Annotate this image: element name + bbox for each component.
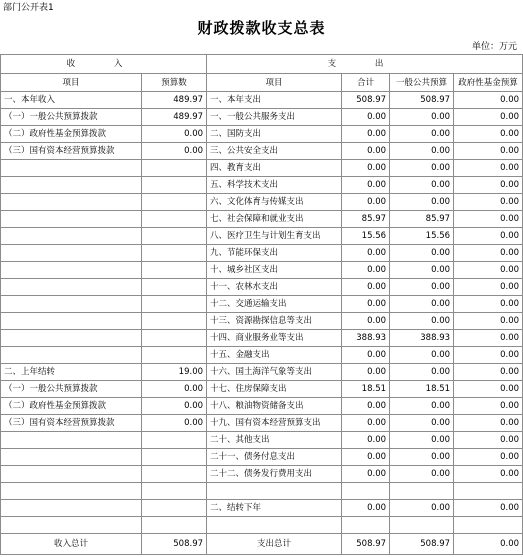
table-row <box>1 313 523 330</box>
expense-total-cell: 0.00 <box>342 262 390 279</box>
table-row <box>1 330 523 347</box>
gov-fund-budget-cell: 0.00 <box>454 262 523 279</box>
expense-item-cell: 二十、其他支出 <box>207 432 342 449</box>
gov-fund-budget-cell: 0.00 <box>454 177 523 194</box>
table-row <box>1 432 523 449</box>
general-budget-cell: 508.97 <box>390 92 454 109</box>
expense-item-cell: 四、教育支出 <box>207 160 342 177</box>
income-budget-cell <box>142 194 207 211</box>
section-header-row <box>1 55 523 74</box>
income-item-cell: 一、本年收入 <box>1 92 142 109</box>
table-row <box>1 517 523 534</box>
table-body <box>1 55 523 555</box>
expense-item-cell: 三、公共安全支出 <box>207 143 342 160</box>
income-budget-cell <box>142 330 207 347</box>
general-budget-cell: 0.00 <box>390 296 454 313</box>
expense-total-cell: 0.00 <box>342 432 390 449</box>
income-total-value: 508.97 <box>142 534 207 555</box>
income-budget-cell <box>142 245 207 262</box>
income-item-cell: （二）政府性基金预算拨款 <box>1 398 142 415</box>
general-budget-cell: 0.00 <box>390 279 454 296</box>
expense-item-cell: 二、结转下年 <box>207 500 342 517</box>
column-header-row <box>1 74 523 92</box>
expense-item-cell: 十二、交通运输支出 <box>207 296 342 313</box>
expense-item-cell: 十一、农林水支出 <box>207 279 342 296</box>
gov-fund-budget-cell: 0.00 <box>454 398 523 415</box>
gov-fund-budget-cell: 0.00 <box>454 245 523 262</box>
unit-label: 单位：万元 <box>471 42 517 52</box>
expense-total-cell: 0.00 <box>342 160 390 177</box>
table-row <box>1 398 523 415</box>
table-row <box>1 500 523 517</box>
table-row <box>1 245 523 262</box>
expense-total-cell: 0.00 <box>342 466 390 483</box>
income-budget-cell <box>142 279 207 296</box>
expense-total-cell: 0.00 <box>342 313 390 330</box>
income-item-cell <box>1 296 142 313</box>
income-budget-cell: 0.00 <box>142 381 207 398</box>
income-budget-cell <box>142 449 207 466</box>
income-budget-cell <box>142 228 207 245</box>
income-budget-cell: 489.97 <box>142 92 207 109</box>
income-budget-cell: 489.97 <box>142 109 207 126</box>
general-budget-cell: 0.00 <box>390 449 454 466</box>
col-expense-total: 合计 <box>342 74 390 92</box>
general-budget-cell: 0.00 <box>390 347 454 364</box>
income-budget-cell <box>142 160 207 177</box>
income-budget-cell <box>142 517 207 534</box>
table-row <box>1 415 523 432</box>
expense-item-cell: 十八、粮油物资储备支出 <box>207 398 342 415</box>
expense-total-cell: 85.97 <box>342 211 390 228</box>
expense-item-cell: 二十一、债务付息支出 <box>207 449 342 466</box>
general-budget-cell: 0.00 <box>390 466 454 483</box>
income-item-cell: 二、上年结转 <box>1 364 142 381</box>
col-expense-item: 项目 <box>207 74 342 92</box>
expense-total-label: 支出总计 <box>207 534 342 555</box>
income-item-cell: （二）政府性基金预算拨款 <box>1 126 142 143</box>
gov-fund-budget-cell: 0.00 <box>454 279 523 296</box>
income-item-cell <box>1 330 142 347</box>
expense-item-cell: 十九、国有资本经营预算支出 <box>207 415 342 432</box>
general-budget-cell: 0.00 <box>390 415 454 432</box>
fiscal-summary-table <box>0 54 523 555</box>
table-row <box>1 364 523 381</box>
expense-total-cell: 0.00 <box>342 364 390 381</box>
col-income-item: 项目 <box>1 74 142 92</box>
income-budget-cell <box>142 177 207 194</box>
expense-total-cell: 0.00 <box>342 347 390 364</box>
table-row <box>1 92 523 109</box>
general-budget-cell: 0.00 <box>390 143 454 160</box>
page-title: 财政拨款收支总表 <box>197 19 326 37</box>
income-item-cell <box>1 432 142 449</box>
table-row <box>1 228 523 245</box>
expense-total-cell: 0.00 <box>342 109 390 126</box>
income-item-cell <box>1 245 142 262</box>
income-item-cell <box>1 347 142 364</box>
general-budget-cell: 0.00 <box>390 126 454 143</box>
expense-item-cell: 十七、住房保障支出 <box>207 381 342 398</box>
gov-fund-budget-cell: 0.00 <box>454 415 523 432</box>
expense-item-cell: 七、社会保障和就业支出 <box>207 211 342 228</box>
expense-total-cell <box>342 517 390 534</box>
income-item-cell <box>1 449 142 466</box>
income-item-cell <box>1 228 142 245</box>
expense-total-cell: 0.00 <box>342 296 390 313</box>
income-item-cell: （三）国有资本经营预算拨款 <box>1 415 142 432</box>
gov-fund-budget-cell: 0.00 <box>454 381 523 398</box>
col-gov-fund-budget: 政府性基金预算 <box>454 74 523 92</box>
income-budget-cell <box>142 262 207 279</box>
income-budget-cell <box>142 432 207 449</box>
table-row <box>1 143 523 160</box>
income-total-label: 收入总计 <box>1 534 142 555</box>
gov-fund-budget-cell: 0.00 <box>454 143 523 160</box>
income-budget-cell: 0.00 <box>142 143 207 160</box>
gov-fund-budget-cell: 0.00 <box>454 500 523 517</box>
general-budget-cell <box>390 517 454 534</box>
gov-fund-budget-cell: 0.00 <box>454 449 523 466</box>
expense-item-cell: 十三、资源勘探信息等支出 <box>207 313 342 330</box>
table-row <box>1 194 523 211</box>
expense-total-cell: 0.00 <box>342 126 390 143</box>
expense-item-cell: 二、国防支出 <box>207 126 342 143</box>
expense-item-cell: 六、文化体育与传媒支出 <box>207 194 342 211</box>
general-budget-cell: 0.00 <box>390 177 454 194</box>
expense-total-cell: 0.00 <box>342 500 390 517</box>
general-budget-cell: 0.00 <box>390 160 454 177</box>
gov-fund-budget-cell: 0.00 <box>454 432 523 449</box>
expense-total-cell: 0.00 <box>342 398 390 415</box>
expense-item-cell: 五、科学技术支出 <box>207 177 342 194</box>
table-row <box>1 211 523 228</box>
expense-total-cell: 0.00 <box>342 245 390 262</box>
income-item-cell <box>1 466 142 483</box>
income-item-cell <box>1 500 142 517</box>
general-budget-cell: 0.00 <box>390 194 454 211</box>
income-item-cell <box>1 194 142 211</box>
income-item-cell <box>1 483 142 500</box>
gov-fund-budget-cell <box>454 483 523 500</box>
expense-item-cell: 二十二、债务发行费用支出 <box>207 466 342 483</box>
expense-item-cell: 一、一般公共服务支出 <box>207 109 342 126</box>
general-budget-cell: 18.51 <box>390 381 454 398</box>
income-item-cell <box>1 313 142 330</box>
table-row <box>1 126 523 143</box>
income-budget-cell <box>142 483 207 500</box>
expense-total-value: 508.97 <box>342 534 390 555</box>
income-item-cell <box>1 177 142 194</box>
table-row <box>1 466 523 483</box>
income-budget-cell <box>142 211 207 228</box>
general-budget-cell: 0.00 <box>390 500 454 517</box>
table-row <box>1 296 523 313</box>
expense-item-cell: 十五、金融支出 <box>207 347 342 364</box>
income-item-cell <box>1 160 142 177</box>
general-budget-cell: 0.00 <box>390 398 454 415</box>
expense-item-cell: 九、节能环保支出 <box>207 245 342 262</box>
gov-fund-budget-total: 0.00 <box>454 534 523 555</box>
expense-item-cell <box>207 517 342 534</box>
income-item-cell: （一）一般公共预算拨款 <box>1 109 142 126</box>
general-budget-cell: 15.56 <box>390 228 454 245</box>
gov-fund-budget-cell: 0.00 <box>454 466 523 483</box>
gov-fund-budget-cell <box>454 517 523 534</box>
general-budget-cell: 85.97 <box>390 211 454 228</box>
expense-total-cell: 0.00 <box>342 143 390 160</box>
general-budget-cell: 388.93 <box>390 330 454 347</box>
totals-row <box>1 534 523 555</box>
gov-fund-budget-cell: 0.00 <box>454 160 523 177</box>
expense-item-cell <box>207 483 342 500</box>
gov-fund-budget-cell: 0.00 <box>454 211 523 228</box>
income-budget-cell: 0.00 <box>142 415 207 432</box>
expense-total-cell: 18.51 <box>342 381 390 398</box>
gov-fund-budget-cell: 0.00 <box>454 126 523 143</box>
expense-item-cell: 十、城乡社区支出 <box>207 262 342 279</box>
gov-fund-budget-cell: 0.00 <box>454 194 523 211</box>
gov-fund-budget-cell: 0.00 <box>454 330 523 347</box>
general-budget-cell: 0.00 <box>390 262 454 279</box>
table-row <box>1 347 523 364</box>
expense-section-header: 支 出 <box>207 55 523 74</box>
gov-fund-budget-cell: 0.00 <box>454 347 523 364</box>
table-row <box>1 279 523 296</box>
gov-fund-budget-cell: 0.00 <box>454 313 523 330</box>
expense-item-cell: 八、医疗卫生与计划生育支出 <box>207 228 342 245</box>
income-budget-cell: 19.00 <box>142 364 207 381</box>
expense-total-cell: 0.00 <box>342 194 390 211</box>
general-budget-cell: 0.00 <box>390 432 454 449</box>
document-code: 部门公开表1 <box>3 3 54 13</box>
table-row <box>1 262 523 279</box>
general-budget-total: 508.97 <box>390 534 454 555</box>
income-item-cell <box>1 262 142 279</box>
table-row <box>1 483 523 500</box>
general-budget-cell: 0.00 <box>390 109 454 126</box>
expense-total-cell: 508.97 <box>342 92 390 109</box>
expense-item-cell: 十四、商业服务业等支出 <box>207 330 342 347</box>
expense-total-cell: 0.00 <box>342 415 390 432</box>
gov-fund-budget-cell: 0.00 <box>454 228 523 245</box>
expense-total-cell: 388.93 <box>342 330 390 347</box>
general-budget-cell: 0.00 <box>390 245 454 262</box>
income-budget-cell <box>142 347 207 364</box>
gov-fund-budget-cell: 0.00 <box>454 296 523 313</box>
income-section-header: 收 入 <box>1 55 207 74</box>
table-row <box>1 109 523 126</box>
expense-item-cell: 一、本年支出 <box>207 92 342 109</box>
general-budget-cell: 0.00 <box>390 364 454 381</box>
gov-fund-budget-cell: 0.00 <box>454 109 523 126</box>
general-budget-cell: 0.00 <box>390 313 454 330</box>
expense-total-cell: 0.00 <box>342 279 390 296</box>
income-item-cell: （三）国有资本经营预算拨款 <box>1 143 142 160</box>
income-budget-cell <box>142 466 207 483</box>
general-budget-cell <box>390 483 454 500</box>
table-row <box>1 160 523 177</box>
income-budget-cell <box>142 296 207 313</box>
expense-total-cell: 0.00 <box>342 449 390 466</box>
income-item-cell: （一）一般公共预算拨款 <box>1 381 142 398</box>
gov-fund-budget-cell: 0.00 <box>454 364 523 381</box>
expense-item-cell: 十六、国土海洋气象等支出 <box>207 364 342 381</box>
income-budget-cell <box>142 313 207 330</box>
expense-total-cell <box>342 483 390 500</box>
col-general-budget: 一般公共预算 <box>390 74 454 92</box>
income-item-cell <box>1 211 142 228</box>
table-row <box>1 177 523 194</box>
income-item-cell <box>1 279 142 296</box>
income-budget-cell <box>142 500 207 517</box>
expense-total-cell: 15.56 <box>342 228 390 245</box>
table-row <box>1 381 523 398</box>
income-budget-cell: 0.00 <box>142 126 207 143</box>
expense-total-cell: 0.00 <box>342 177 390 194</box>
income-item-cell <box>1 517 142 534</box>
table-row <box>1 449 523 466</box>
income-budget-cell: 0.00 <box>142 398 207 415</box>
col-income-budget: 预算数 <box>142 74 207 92</box>
gov-fund-budget-cell: 0.00 <box>454 92 523 109</box>
